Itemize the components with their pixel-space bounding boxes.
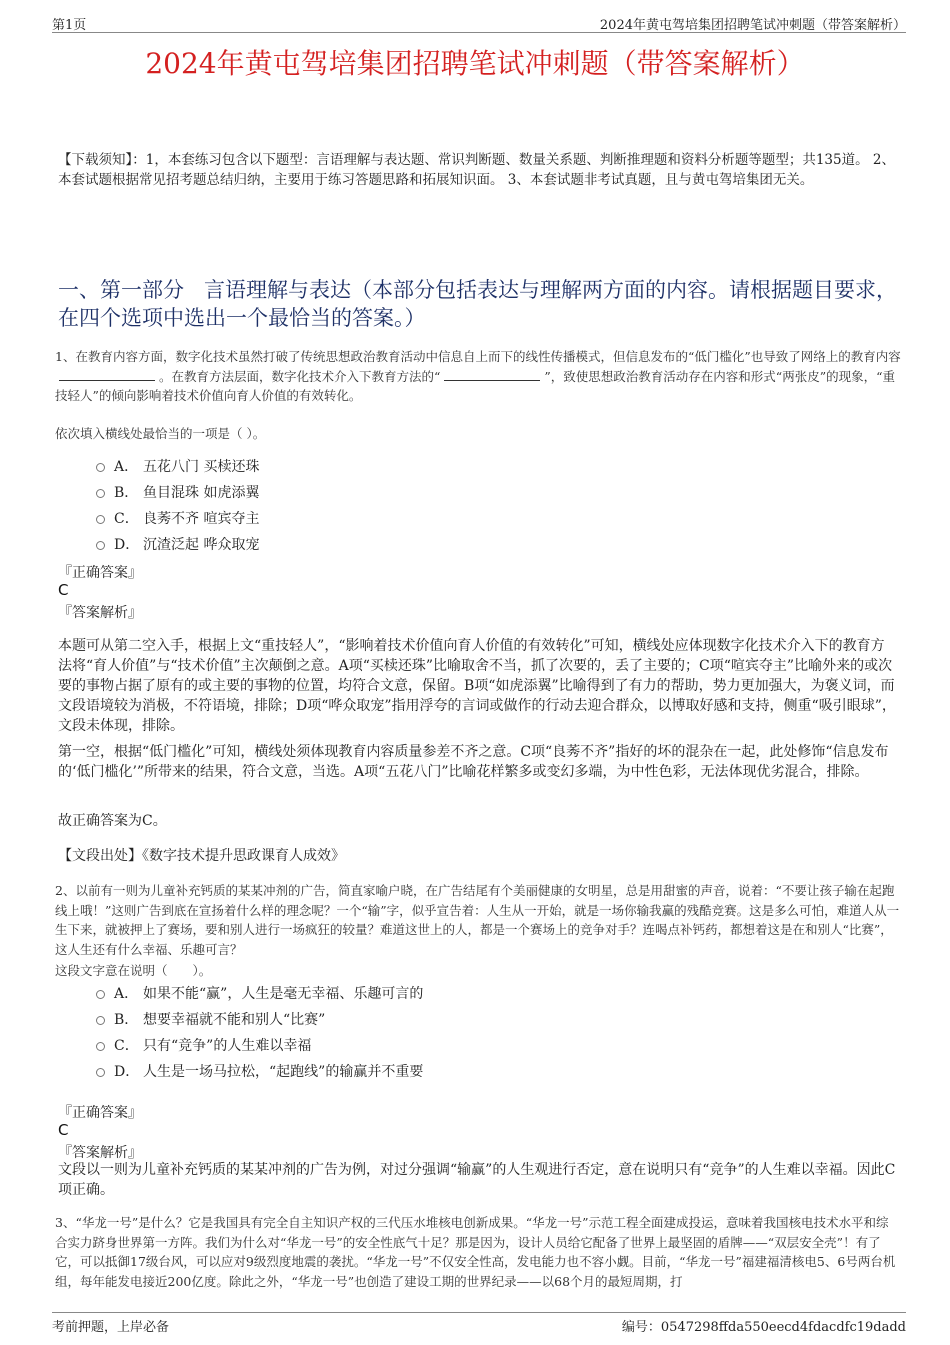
analysis-conclusion: 故正确答案为C。: [58, 813, 167, 829]
page-header: [52, 12, 906, 33]
question-2-prompt: 这段文字意在说明（ ）。: [55, 963, 212, 978]
analysis-paragraph-1: 本题可从第二空入手，根据上文“重技轻人”，“影响着技术价值向育人价值的有效转化”可知，横线处应体现数字化技术介入下的教育方法将“育人价值”与“技术价值”主次颠倒之意。A项“买椟还珠”比喻取舍不当，抓了次要的，丢了主要的；C项“喧宾夺主”比喻外来的或次要的事物占据了原有的或主要的事物的位置，均符合文意，保留。B项“如虎添翼”比喻得到了有力的帮助，势力更加强大，为褒义词，而文段语境较为消极，不符语境，排除；D项“哗众取宠”指用浮夸的言词或做作的行动去迎合群众，以博取好感和支持，侧重“吸引眼球”，文段未体现，排除。: [58, 638, 896, 734]
option-d[interactable]: D． 沉渣泛起 哗众取宠: [96, 531, 259, 557]
question-2-options: [96, 980, 423, 1084]
section-part: 一、第一部分: [58, 278, 184, 302]
source-note: 【文段出处】《数字技术提升思政课育人成效》: [58, 848, 345, 864]
header-doc-title: 2024年黄屯驾培集团招聘笔试冲刺题（带答案解析）: [599, 18, 906, 33]
analysis-paragraph: 文段以一则为儿童补充钙质的某某冲剂的广告为例，对过分强调“输赢”的人生观进行否定，意在说明只有“竞争”的人生难以幸福。因此C项正确。: [58, 1162, 896, 1198]
radio-icon[interactable]: [96, 489, 105, 498]
radio-icon[interactable]: [96, 1068, 105, 1077]
page-number: 第1页: [52, 18, 87, 33]
question-1-text: 1、在教育内容方面，数字化技术虽然打破了传统思想政治教育活动中信息自上而下的线性传播模式，但信息发布的“低门槛化”也导致了网络上的教育内容。在教育方法层面，数字化技术介入下教育方法的“ ”，致使思想政治教育活动存在内容和形式“两张皮”的现象，“重技轻人”的倾向影响着技术价值向育人价值的有效转化。: [55, 349, 901, 403]
correct-answer: C: [58, 581, 69, 599]
radio-icon[interactable]: [96, 1042, 105, 1051]
analysis-label: 『答案解析』: [58, 605, 142, 621]
download-notice: 【下载须知】：1，本套练习包含以下题型：言语理解与表达题、常识判断题、数量关系题、判断推理题和资料分析题等题型；共135道。 2、本套试题根据常见招考题总结归纳，主要用于练习答题思路和拓展知识面。 3、本套试题非考试真题，且与黄屯驾培集团无关。: [58, 152, 895, 188]
analysis-paragraph-2: 第一空，根据“低门槛化”可知，横线处须体现教育内容质量参差不齐之意。C项“良莠不齐”指好的坏的混杂在一起，此处修饰“信息发布的‘低门槛化’”所带来的结果，符合文意，当选。A项“五花八门”比喻花样繁多或变幻多端，为中性色彩，无法体现优劣混合，排除。: [58, 744, 889, 780]
radio-icon[interactable]: [96, 990, 105, 999]
question-1-prompt: 依次填入横线处最恰当的一项是（ ）。: [55, 426, 266, 441]
answer-blank-2: [444, 368, 540, 381]
answer-label: 『正确答案』: [58, 1105, 142, 1121]
question-1-options: [96, 453, 259, 557]
radio-icon[interactable]: [96, 463, 105, 472]
option-a[interactable]: A． 如果不能“赢”，人生是毫无幸福、乐趣可言的: [96, 980, 423, 1006]
option-d[interactable]: D． 人生是一场马拉松，“起跑线”的输赢并不重要: [96, 1058, 423, 1084]
section-heading: [58, 276, 898, 332]
question-3-text: 3、“华龙一号”是什么？它是我国具有完全自主知识产权的三代压水堆核电创新成果。“华龙一号”示范工程全面建成投运，意味着我国核电技术水平和综合实力跻身世界第一方阵。我们为什么对“华龙一号”的安全性底气十足？那是因为，设计人员给它配备了世界上最坚固的盾牌——“双层安全壳”！有了它，可以抵御17级台风，可以应对9级烈度地震的袭扰。“华龙一号”不仅安全性高，发电能力也不容小觑。目前，“华龙一号”福建福清核电5、6号两台机组，每年能发电接近200亿度。除此之外，“华龙一号”也创造了建设工期的世界纪录——以68个月的最短周期，打: [55, 1215, 896, 1289]
radio-icon[interactable]: [96, 1016, 105, 1025]
page-title: 2024年黄屯驾培集团招聘笔试冲刺题（带答案解析）: [145, 47, 805, 80]
question-2-text: 2、以前有一则为儿童补充钙质的某某冲剂的广告，简直家喻户晓，在广告结尾有个美丽健康的女明星，总是用甜蜜的声音，说着：“不要让孩子输在起跑线上哦！”这则广告到底在宣扬着什么样的理念呢？一个“输”字，似乎宣告着：人生从一开始，就是一场你输我赢的残酷竞赛。这是多么可怕，难道人从一生下来，就被押上了赛场，要和别人进行一场疯狂的较量？难道这世上的人，都是一个赛场上的竞争对手？连喝点补钙药，都想着这是在和别人“比赛”，这人生还有什么幸福、乐趣可言？: [55, 883, 900, 957]
correct-answer: C: [58, 1121, 69, 1139]
option-b[interactable]: B． 鱼目混珠 如虎添翼: [96, 479, 259, 505]
option-c[interactable]: C． 良莠不齐 喧宾夺主: [96, 505, 259, 531]
radio-icon[interactable]: [96, 541, 105, 550]
section-desc: 言语理解与表达（本部分包括表达与理解两方面的内容。请根据题目要求，在四个选项中选出一个最恰当的答案。）: [58, 278, 897, 330]
radio-icon[interactable]: [96, 515, 105, 524]
option-c[interactable]: C． 只有“竞争”的人生难以幸福: [96, 1032, 423, 1058]
option-b[interactable]: B． 想要幸福就不能和别人“比赛”: [96, 1006, 423, 1032]
option-a[interactable]: A． 五花八门 买椟还珠: [96, 453, 259, 479]
footer-slogan: 考前押题，上岸必备: [52, 1320, 170, 1335]
answer-label: 『正确答案』: [58, 565, 142, 581]
page-footer: [52, 1312, 906, 1335]
analysis-label: 『答案解析』: [58, 1145, 142, 1161]
document-id: 编号：0547298ffda550eecd4fdacdfc19dadd: [621, 1320, 906, 1335]
answer-blank-1: [59, 368, 155, 381]
